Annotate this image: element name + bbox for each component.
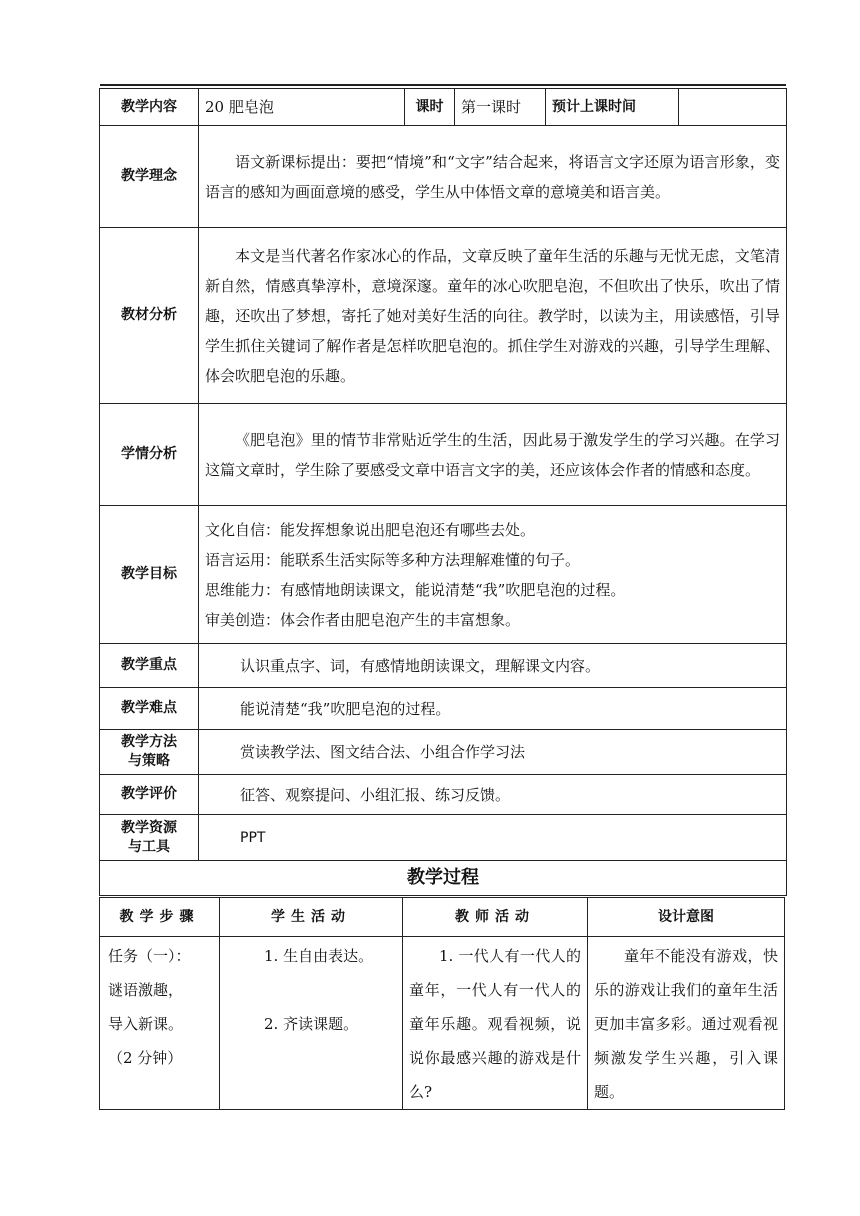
column-header-teacher: 教师活动: [403, 898, 588, 937]
student-activity: 1. 生自由表达。: [264, 947, 374, 965]
methods-label-line2: 与策略: [128, 753, 170, 769]
focus-text: 认识重点字、词，有感情地朗读课文，理解课文内容。: [199, 644, 787, 688]
column-header-steps: 教学步骤: [100, 898, 220, 937]
evaluation-text: 征答、观察提问、小组汇报、练习反馈。: [199, 775, 787, 815]
philosophy-label: 教学理念: [100, 126, 199, 228]
material-row: [100, 228, 787, 404]
methods-text: 赏读教学法、图文结合法、小组合作学习法: [199, 730, 787, 775]
lesson-header-row: [100, 89, 787, 126]
learners-row: [100, 404, 787, 506]
process-header-row: [100, 898, 785, 937]
content-label: 教学内容: [100, 89, 199, 126]
resources-label: [100, 815, 199, 861]
goals-row: [100, 506, 787, 644]
task-row: [100, 937, 785, 1110]
learners-label: 学情分析: [100, 404, 199, 506]
methods-row: [100, 730, 787, 775]
column-header-intent: 设计意图: [588, 898, 785, 937]
header-rule: [100, 84, 786, 86]
task-step-line: （2 分钟）: [108, 1049, 183, 1067]
difficulty-row: [100, 688, 787, 730]
planned-time-value[interactable]: [679, 89, 787, 126]
period-label: 课时: [405, 89, 455, 126]
student-activity: 2. 齐读课题。: [264, 1015, 359, 1033]
planned-time-label: 预计上课时间: [546, 89, 679, 126]
resources-row: [100, 815, 787, 861]
difficulty-label: 教学难点: [100, 688, 199, 730]
evaluation-row: [100, 775, 787, 815]
resources-text: PPT: [199, 815, 787, 861]
task-teacher: 1. 一代人有一代人的童年，一代人有一代人的童年乐趣。观看视频，说说你最感兴趣的游戏是什么?: [403, 937, 588, 1110]
methods-label: [100, 730, 199, 775]
task-step-line: 任务（一）：: [108, 947, 191, 965]
process-title: 教学过程: [100, 861, 787, 896]
lesson-info-table: [99, 88, 787, 896]
philosophy-text: 语文新课标提出：要把“情境”和“文字”结合起来，将语言文字还原为语言形象，变语言的感知为画面意境的感受，学生从中体悟文章的意境美和语言美。: [199, 126, 787, 228]
task-step-line: 导入新课。: [108, 1015, 184, 1033]
process-table: [99, 897, 785, 1110]
resources-label-line1: 教学资源: [121, 819, 177, 836]
evaluation-label: 教学评价: [100, 775, 199, 815]
goal-item: 审美创造：体会作者由肥皂泡产生的丰富想象。: [205, 610, 521, 629]
methods-label-line1: 教学方法: [121, 734, 177, 750]
process-title-row: [100, 861, 787, 896]
task-step: [100, 937, 220, 1110]
goal-item: 思维能力：有感情地朗读课文，能说清楚“我”吹肥皂泡的过程。: [205, 580, 626, 599]
column-header-student: 学生活动: [220, 898, 403, 937]
goal-item: 文化自信：能发挥想象说出肥皂泡还有哪些去处。: [205, 520, 536, 539]
material-label: 教材分析: [100, 228, 199, 404]
difficulty-text: 能说清楚“我”吹肥皂泡的过程。: [199, 688, 787, 730]
goals-list: [199, 506, 787, 644]
learners-text: 《肥皂泡》里的情节非常贴近学生的生活，因此易于激发学生的学习兴趣。在学习这篇文章时，学生除了要感受文章中语言文字的美，还应该体会作者的情感和态度。: [199, 404, 787, 506]
material-text: 本文是当代著名作家冰心的作品，文章反映了童年生活的乐趣与无忧无虑，文笔清新自然，情感真挚淳朴，意境深邃。童年的冰心吹肥皂泡，不但吹出了快乐，吹出了情趣，还吹出了梦想，寄托了她对美好生活的向往。教学时，以读为主，用读感悟，引导学生抓住关键词了解作者是怎样吹肥皂泡的。抓住学生对游戏的兴趣，引导学生理解、体会吹肥皂泡的乐趣。: [199, 228, 787, 404]
period-value: 第一课时: [455, 89, 546, 126]
task-student: [220, 937, 403, 1110]
focus-label: 教学重点: [100, 644, 199, 688]
task-step-line: 谜语激趣，: [108, 981, 184, 999]
goal-item: 语言运用：能联系生活实际等多种方法理解难懂的句子。: [205, 550, 581, 569]
task-intent: 童年不能没有游戏，快乐的游戏让我们的童年生活更加丰富多彩。通过观看视频激发学生兴趣，引入课题。: [588, 937, 785, 1110]
lesson-title: 20 肥皂泡: [199, 89, 405, 126]
resources-label-line2: 与工具: [128, 838, 170, 855]
goals-label: 教学目标: [100, 506, 199, 644]
philosophy-row: [100, 126, 787, 228]
focus-row: [100, 644, 787, 688]
